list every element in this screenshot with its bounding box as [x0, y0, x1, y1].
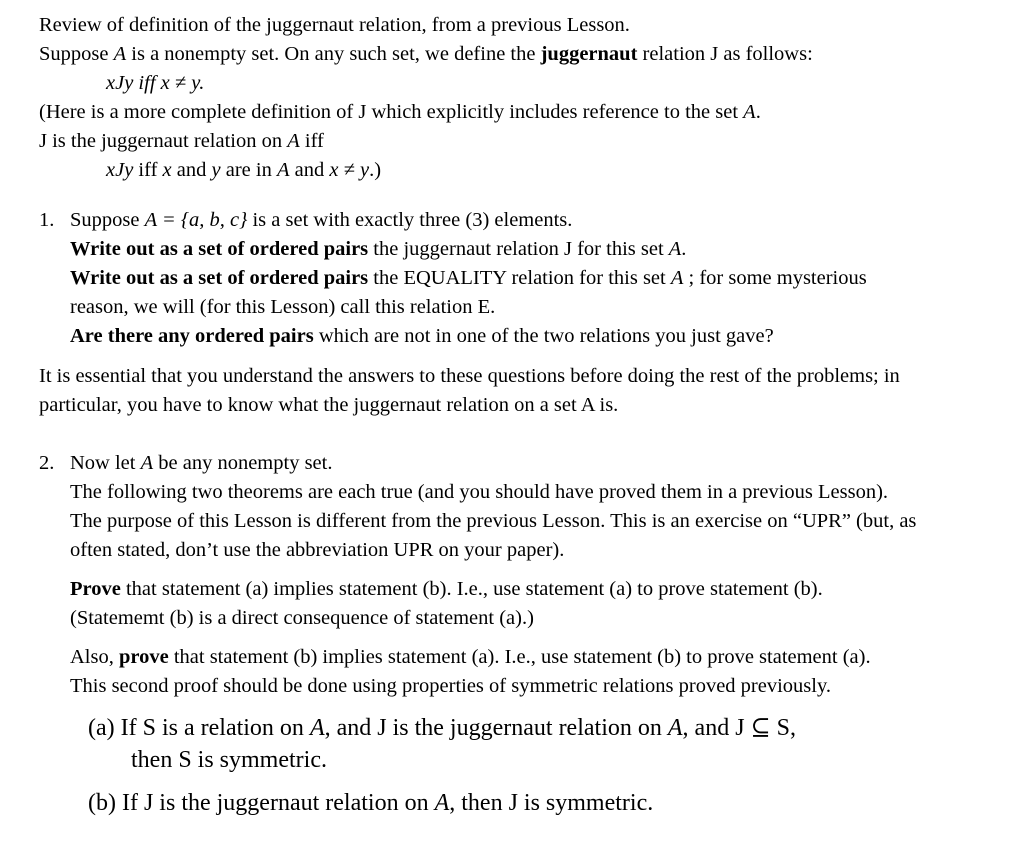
q1-line-4: reason, we will (for this Lesson) call this relation E.: [70, 296, 496, 318]
text: that statement (b) implies statement (a). I.e., use statement (b) to prove statement (a).: [168, 646, 871, 668]
math-A: A: [287, 130, 300, 152]
math-A: A: [743, 101, 756, 123]
essential-line-1: It is essential that you understand the answers to these questions before doing the rest of the problems; in: [39, 365, 900, 387]
math: x ≠ y: [329, 159, 370, 181]
also-prove-line-1: [70, 643, 871, 672]
q2-line-1: [70, 449, 332, 478]
q1-line-1: [70, 206, 572, 235]
text: ; for some mysterious: [683, 267, 867, 289]
bold-instruction: Write out as a set of ordered pairs: [70, 238, 369, 260]
text: .): [369, 159, 382, 181]
q2-line-3: The purpose of this Lesson is different from the previous Lesson. This is an exercise on “UPR” (but, as: [70, 510, 917, 532]
text: (Here is a more complete definition of J which explicitly includes reference to the set: [39, 101, 744, 123]
intro-line-2: [39, 40, 813, 69]
math-A: A: [668, 238, 682, 260]
text: iff: [299, 130, 324, 152]
text: , and J ⊆ S,: [682, 715, 796, 741]
text: the juggernaut relation J for this set: [368, 238, 669, 260]
text: Now let: [70, 452, 141, 474]
math-A: A: [434, 790, 450, 816]
text: , then J is symmetric.: [449, 790, 654, 816]
essential-line-2: particular, you have to know what the juggernaut relation on a set A is.: [39, 394, 619, 416]
text: iff: [133, 159, 163, 181]
prove-line-1: [70, 575, 823, 604]
math-A: A: [309, 715, 325, 741]
q2-line-2: The following two theorems are each true (and you should have proved them in a previous Lesson).: [70, 481, 889, 503]
q1-line-5: [70, 322, 774, 351]
q1-line-3: [70, 264, 867, 293]
text: be any nonempty set.: [153, 452, 333, 474]
text: Suppose: [70, 209, 145, 231]
text: Suppose: [39, 43, 114, 65]
text: .: [755, 101, 761, 123]
math: xJy: [106, 159, 134, 181]
math-set: A = {a, b, c}: [144, 209, 248, 231]
text: (b) If J is the juggernaut relation on: [88, 790, 435, 816]
math-A: A: [667, 715, 683, 741]
text: relation J as follows:: [637, 43, 813, 65]
text: and: [171, 159, 212, 181]
text: and: [289, 159, 330, 181]
q1-line-2: [70, 235, 686, 264]
text: .: [681, 238, 687, 260]
intro-line-1: Review of definition of the juggernaut relation, from a previous Lesson.: [39, 14, 630, 36]
prove-line-2: (Statememt (b) is a direct consequence of statement (a).): [70, 607, 534, 629]
q2-line-4: often stated, don’t use the abbreviation UPR on your paper).: [70, 539, 565, 561]
math-A: A: [670, 267, 684, 289]
text: , and J is the juggernaut relation on: [324, 715, 668, 741]
statement-b: [88, 789, 653, 818]
statement-a-line-2: then S is symmetric.: [131, 747, 327, 773]
text: (a) If S is a relation on: [88, 715, 310, 741]
statement-a-line-1: [88, 714, 796, 743]
math: x: [162, 159, 172, 181]
intro-line-5: [39, 127, 324, 156]
bold-instruction: Are there any ordered pairs: [70, 325, 314, 347]
text: that statement (a) implies statement (b). I.e., use statement (a) to prove statement (b).: [120, 578, 823, 600]
math-A: A: [140, 452, 154, 474]
text: the EQUALITY relation for this set: [368, 267, 671, 289]
math: y: [211, 159, 221, 181]
bold-instruction: prove: [118, 646, 169, 668]
math: A: [276, 159, 290, 181]
math-A: A: [113, 43, 127, 65]
text: J is the juggernaut relation on: [39, 130, 288, 152]
text: is a nonempty set. On any such set, we define the: [126, 43, 541, 65]
q1-number: 1.: [39, 209, 55, 231]
intro-line-6: [106, 156, 381, 185]
also-prove-line-2: This second proof should be done using properties of symmetric relations proved previously.: [70, 675, 832, 697]
text: Also,: [70, 646, 119, 668]
bold-term: juggernaut: [540, 43, 638, 65]
bold-instruction: Write out as a set of ordered pairs: [70, 267, 369, 289]
text: is a set with exactly three (3) elements.: [247, 209, 573, 231]
q2-number: 2.: [39, 452, 55, 474]
text: which are not in one of the two relations you just gave?: [313, 325, 774, 347]
text: are in: [220, 159, 277, 181]
intro-line-4: [39, 98, 761, 127]
definition-formula: xJy iff x ≠ y.: [106, 72, 205, 94]
bold-instruction: Prove: [70, 578, 121, 600]
